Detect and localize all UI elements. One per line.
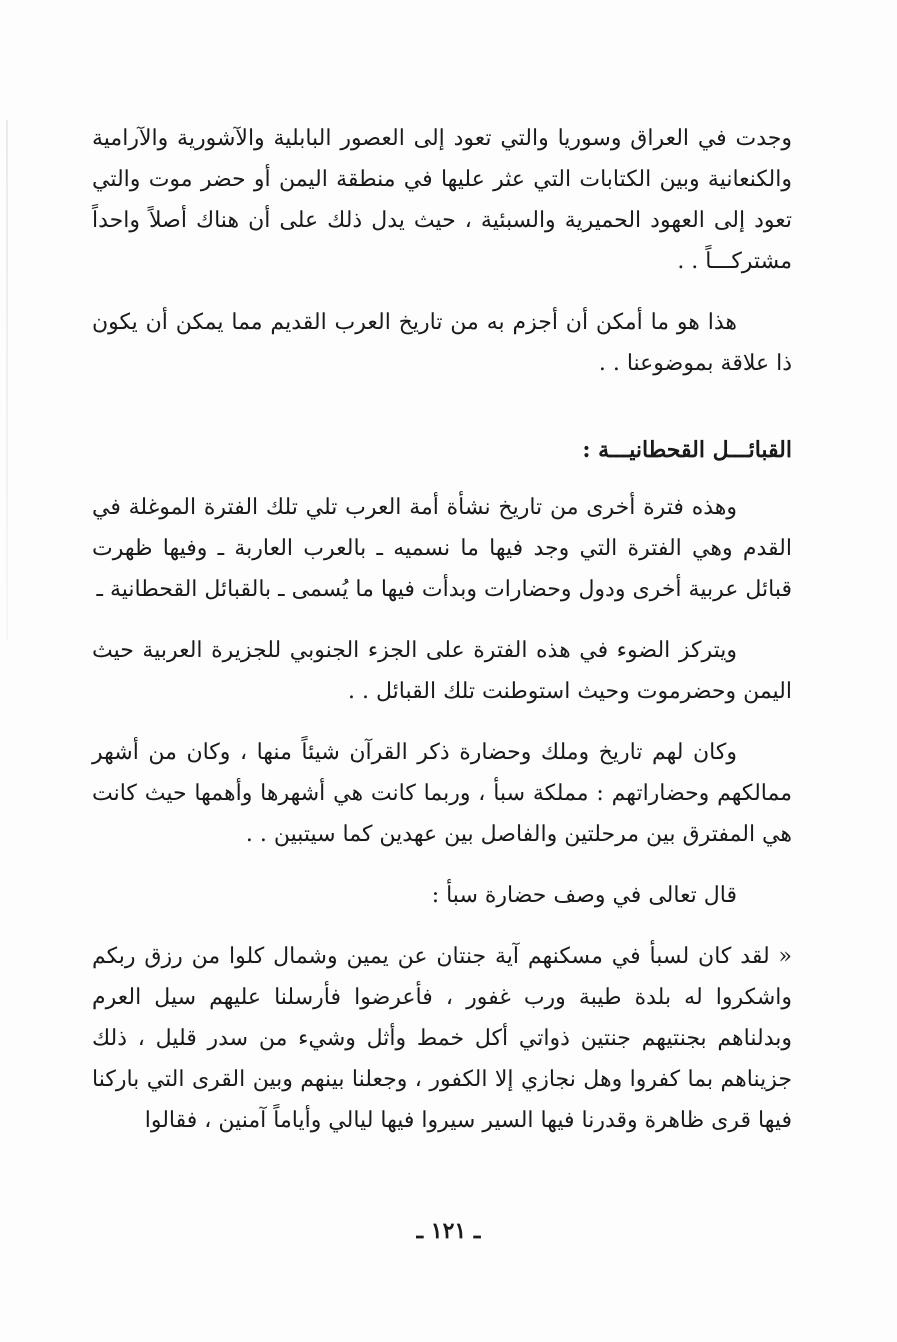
scan-edge-mark (6, 120, 8, 640)
paragraph-common-origin: وجدت في العراق وسوريا والتي تعود إلى العصور البابلية والآشورية والآرامية والكنعانية وبين الكتابات التي عثر عليها في منطقة اليمن أو حضر موت والتي تعود إلى العهود الحميرية والسبئية ، حيث يدل ذلك على أن هناك أصلاً واحداً مشتركـــاً . . (92, 126, 792, 274)
page-number: ـ ١٢١ ـ (416, 1218, 481, 1244)
paragraph-saba-kingdom: وكان لهم تاريخ وملك وحضارة ذكر القرآن شيئاً منها ، وكان من أشهر ممالكهم وحضاراتهم : مملكة سبأ ، وربما كانت هي أشهرها وأهمها حيث كانت هي المفترق بين مرحلتين والفاصل بين عهدين كما سيتبين . . (92, 740, 792, 847)
page-body (92, 118, 792, 1161)
paragraph-qahtani-period: وهذه فترة أخرى من تاريخ نشأة أمة العرب تلي تلك الفترة الموغلة في القدم وهي الفترة التي وجد فيها ما نسميه ـ بالعرب العاربة ـ وفيها ظهرت قبائل عربية أخرى ودول وحضارات وبدأت فيها ما يُسمى ـ بالقبائل القحطانية ـ (92, 495, 792, 602)
quran-quote: « لقد كان لسبأ في مسكنهم آية جنتان عن يمين وشمال كلوا من رزق ربكم واشكروا له بلدة طيبة ورب غفور ، فأعرضوا فأرسلنا عليهم سيل العرم وبدلناهم بجنتيهم جنتين ذواتي أكل خمط وأثل وشيء من سدر قليل ، ذلك جزيناهم بما كفروا وهل نجازي إلا الكفور ، وجعلنا بينهم وبين القرى التي باركنا فيها قرى ظاهرة وقدرنا فيها السير سيروا فيها ليالي وأياماً آمنين ، فقالوا (92, 944, 792, 1133)
paragraph-summary: هذا هو ما أمكن أن أجزم به من تاريخ العرب القديم مما يمكن أن يكون ذا علاقة بموضوعنا . . (92, 310, 792, 376)
paragraph-southern-arabia: ويتركز الضوء في هذه الفترة على الجزء الجنوبي للجزيرة العربية حيث اليمن وحضرموت وحيث استوطنت تلك القبائل . . (92, 638, 792, 704)
section-heading: القبائـــل القحطانيـــة : (582, 437, 792, 463)
paragraph-quote-intro: قال تعالى في وصف حضارة سبأ : (431, 883, 737, 908)
